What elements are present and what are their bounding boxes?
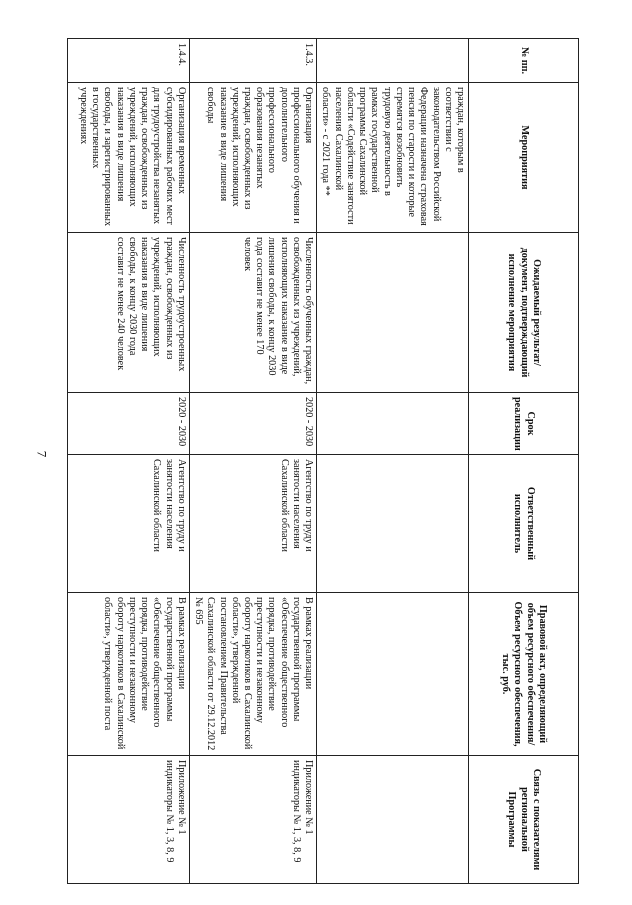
header-legal-act: Правовой акт, определяющий объем ресурсного обеспечения/Объем ресурсного обеспечения, тыс. руб.: [469, 593, 579, 756]
table-row: [189, 39, 316, 884]
header-executor: Ответственный исполнитель: [469, 455, 579, 593]
page-number: 7: [34, 450, 50, 458]
cell-result: Численность трудоустроенных граждан, освобожденных из учреждений, исполняющих наказания в виде лишения свободы, к концу 2030 года составит не менее 240 человек: [67, 233, 189, 393]
table-header-row: [469, 39, 579, 884]
cell-term: [317, 393, 469, 455]
table-row: [317, 39, 469, 884]
header-measures: Мероприятия: [469, 83, 579, 233]
cell-link: Приложение № 1 индикаторы № 1, 3, 8, 9: [67, 756, 189, 884]
header-term: Срок реализации: [469, 393, 579, 455]
cell-legal-act: [317, 593, 469, 756]
header-number: № пп.: [469, 39, 579, 83]
table-row: [67, 39, 189, 884]
cell-legal-act: В рамках реализации государственной программы «Обеспечение общественного порядка, противодействие преступности и незаконному обороту наркотиков в Сахалинской области», утвержденной поста: [67, 593, 189, 756]
cell-number: [317, 39, 469, 83]
cell-result: [317, 233, 469, 393]
header-expected-result: Ожидаемый результат/документ, подтверждающий исполнение мероприятия: [469, 233, 579, 393]
cell-executor: Агентство по труду и занятости населения Сахалинской области: [189, 455, 316, 593]
cell-measure: граждан, которым в соответствии с законодательством Российской Федерации назначена страховая пенсия по старости и которые стремятся возобновить трудовую деятельность в рамках государственной программы Сахалинской области «Содействие занятости населения Сахалинской области» - с 2021 года **: [317, 83, 469, 233]
cell-measure: Организация профессионального обучения и дополнительного профессионального образования незанятых граждан, освобожденных из учреждений, исполняющих наказание в виде лишения свободы: [189, 83, 316, 233]
cell-number: 1.4.3.: [189, 39, 316, 83]
cell-term: 2020 - 2030: [189, 393, 316, 455]
cell-number: 1.4.4.: [67, 39, 189, 83]
cell-term: 2020 - 2030: [67, 393, 189, 455]
program-measures-table: [67, 38, 579, 884]
cell-legal-act: В рамках реализации государственной программы «Обеспечение общественного порядка, противодействие преступности и незаконному обороту наркотиков в Сахалинской области», утвержденной постановлением Правительства Сахалинской области от 29.12.2012 № 695: [189, 593, 316, 756]
rotated-table-container: [77, 38, 579, 883]
cell-measure: Организация временных субсидированных рабочих мест для трудоустройства незанятых граждан, освобожденных из учреждений, исполняющих наказания в виде лишения свободы, и зарегистрированных в государственных учреждениях: [67, 83, 189, 233]
cell-executor: Агентство по труду и занятости населения Сахалинской области: [67, 455, 189, 593]
cell-result: Численность обученных граждан, освобожденных из учреждений, исполняющих наказание в виде лишения свободы, к концу 2030 года составит не менее 170 человек: [189, 233, 316, 393]
cell-link: Приложение № 1 индикаторы № 1, 3, 8, 9: [189, 756, 316, 884]
cell-link: [317, 756, 469, 884]
cell-executor: [317, 455, 469, 593]
header-program-link: Связь с показателями региональной Программы: [469, 756, 579, 884]
